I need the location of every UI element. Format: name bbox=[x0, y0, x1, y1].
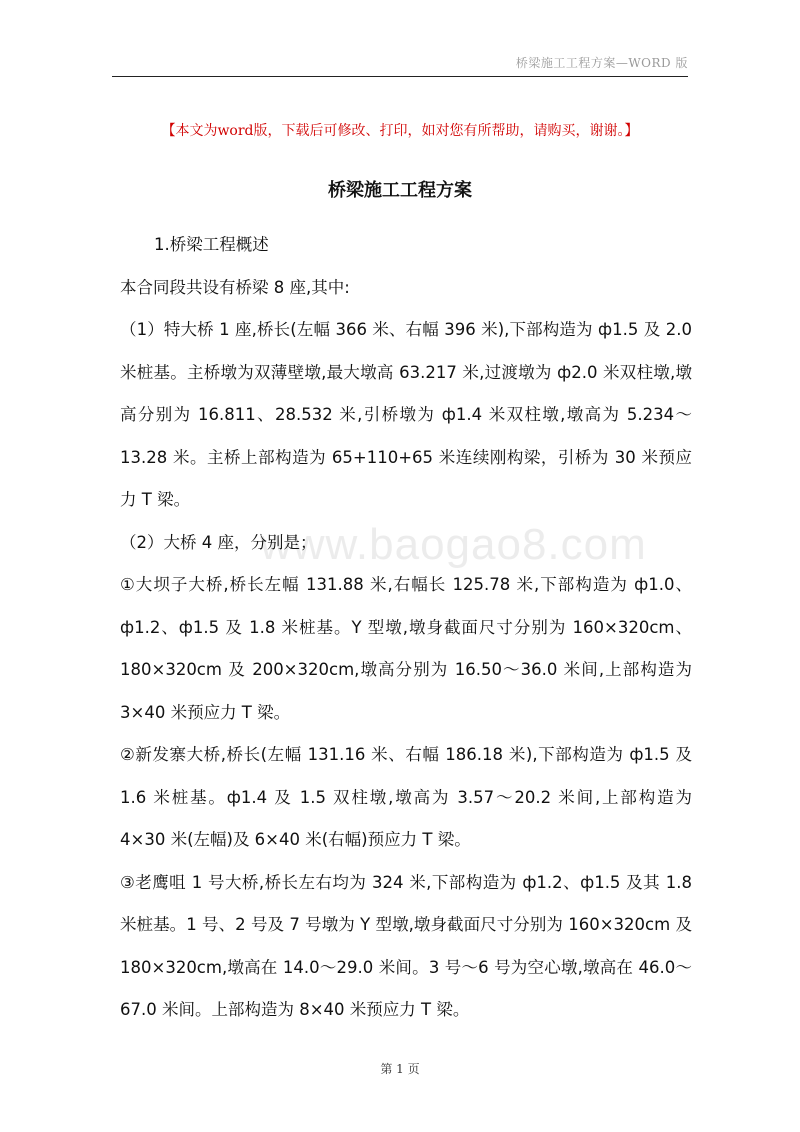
section-heading: 1.桥梁工程概述 bbox=[154, 235, 269, 254]
paragraph: （2）大桥 4 座，分别是； bbox=[120, 532, 317, 552]
paragraph: （1）特大桥 1 座,桥长(左幅 366 米、右幅 396 米),下部构造为 ф1.5 及 2.0 米桩基。主桥墩为双薄壁墩,最大墩高 63.217 米,过渡墩为 ф2.0 米双柱墩,墩高分别为 16.811、28.532 米,引桥墩为 ф1.4 米双柱墩,墩高为 5.234～13.28 米。主桥上部构造为 65+110+65 米连续刚构梁，引桥为 30 米预应力 T 梁。 bbox=[120, 320, 692, 509]
paragraph: ②新发寨大桥,桥长(左幅 131.16 米、右幅 186.18 米),下部构造为 ф1.5 及 1.6 米桩基。ф1.4 及 1.5 双柱墩,墩高为 3.57～20.2 米间,上部构造为 4×30 米(左幅)及 6×40 米(右幅)预应力 T 梁。 bbox=[120, 745, 692, 849]
document-body bbox=[120, 224, 692, 1032]
paragraph: ①大坝子大桥,桥长左幅 131.88 米,右幅长 125.78 米,下部构造为 ф1.0、ф1.2、ф1.5 及 1.8 米桩基。Y 型墩,墩身截面尺寸分别为 160×320cm、180×320cm 及 200×320cm,墩高分别为 16.50～36.0 米间,上部构造为 3×40 米预应力 T 梁。 bbox=[120, 575, 692, 722]
paragraph: ③老鹰咀 1 号大桥,桥长左右均为 324 米,下部构造为 ф1.2、ф1.5 及其 1.8 米桩基。1 号、2 号及 7 号墩为 Y 型墩,墩身截面尺寸分别为 160×320cm 及 180×320cm,墩高在 14.0～29.0 米间。3 号～6 号为空心墩,墩高在 46.0～67.0 米间。上部构造为 8×40 米预应力 T 梁。 bbox=[120, 872, 692, 1019]
page-header: 桥梁施工工程方案—WORD 版 bbox=[515, 56, 688, 70]
purchase-notice: 【本文为word版，下载后可修改、打印，如对您有所帮助，请购买，谢谢。】 bbox=[161, 123, 639, 139]
header-divider bbox=[112, 76, 688, 77]
document-title: 桥梁施工工程方案 bbox=[328, 180, 472, 201]
watermark: www.baogao8.com bbox=[260, 520, 647, 569]
paragraph: 本合同段共设有桥梁 8 座,其中: bbox=[120, 277, 350, 297]
page-number: 第 1 页 bbox=[380, 1062, 420, 1076]
